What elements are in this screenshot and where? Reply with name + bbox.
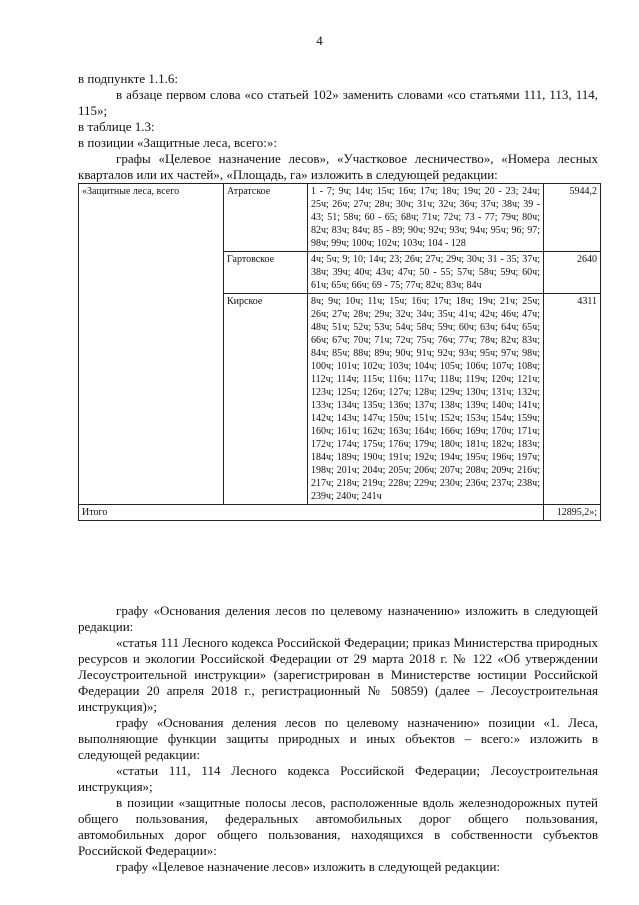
body-para-4: «статьи 111, 114 Лесного кодекса Российской Федерации; Лесоустроительная инструкция»; — [78, 763, 598, 794]
intro-line-4: в позиции «Защитные леса, всего:»: — [78, 135, 277, 150]
table-row — [79, 184, 601, 252]
intro-line-5: графы «Целевое назначение лесов», «Участковое лесничество», «Номера лесных кварталов или их частей», «Площадь, га» изложить в следующей редакции: — [78, 151, 598, 182]
body-para-5: в позиции «защитные полосы лесов, расположенные вдоль железнодорожных путей общего пользования, федеральных автомобильных дорог общего пользования, автомобильных дорог общего пользования, находящихся в собственности субъектов Российской Федерации»: — [78, 795, 598, 858]
district-cell: Атратское — [224, 184, 308, 252]
category-cell: «Защитные леса, всего — [79, 184, 224, 505]
forest-table — [78, 183, 601, 521]
quarters-cell: 1 - 7; 9ч; 14ч; 15ч; 16ч; 17ч; 18ч; 19ч; 20 - 23; 24ч; 25ч; 26ч; 27ч; 28ч; 30ч; 31ч; 32ч; 36ч; 37ч; 38ч; 39 - 43; 51; 58ч; 60 - 65; 68ч; 71ч; 72ч; 73 - 77; 79ч; 80ч; 82ч; 83ч; 84ч; 85 - 89; 90ч; 92ч; 93ч; 94ч; 95ч; 96; 97; 98ч; 99ч; 100ч; 102ч; 103ч; 104 - 128 — [308, 184, 544, 252]
body-para-3: графу «Основания деления лесов по целевому назначению» позиции «1. Леса, выполняющие функции защиты природных и иных объектов – всего:» изложить в следующей редакции: — [78, 715, 598, 762]
intro-line-2: в абзаце первом слова «со статьей 102» заменить словами «со статьями 111, 113, 114, 115»; — [78, 87, 598, 118]
total-label: Итого — [79, 505, 544, 521]
area-cell: 5944,2 — [544, 184, 601, 252]
quarters-cell: 8ч; 9ч; 10ч; 11ч; 15ч; 16ч; 17ч; 18ч; 19ч; 21ч; 25ч; 26ч; 27ч; 28ч; 29ч; 32ч; 34ч; 35ч; 41ч; 42ч; 46ч; 47ч; 48ч; 51ч; 52ч; 53ч; 54ч; 58ч; 59ч; 60ч; 63ч; 64ч; 65ч; 66ч; 67ч; 70ч; 71ч; 72ч; 75ч; 76ч; 77ч; 78ч; 82ч; 83ч; 84ч; 85ч; 88ч; 89ч; 90ч; 91ч; 92ч; 93ч; 95ч; 97ч; 98ч; 100ч; 101ч; 102ч; 103ч; 104ч; 105ч; 106ч; 107ч; 108ч; 112ч; 114ч; 115ч; 116ч; 117ч; 118ч; 119ч; 120ч; 121ч; 123ч; 125ч; 126ч; 127ч; 128ч; 129ч; 130ч; 131ч; 132ч; 133ч; 134ч; 135ч; 136ч; 137ч; 138ч; 139ч; 140ч; 141ч; 142ч; 143ч; 147ч; 150ч; 151ч; 152ч; 153ч; 154ч; 159ч; 160ч; 161ч; 162ч; 163ч; 164ч; 166ч; 169ч; 170ч; 171ч; 172ч; 174ч; 175ч; 176ч; 179ч; 180ч; 181ч; 182ч; 183ч; 184ч; 189ч; 190ч; 191ч; 192ч; 194ч; 195ч; 196ч; 197ч; 198ч; 201ч; 204ч; 205ч; 206ч; 207ч; 208ч; 209ч; 216ч; 217ч; 218ч; 219ч; 228ч; 229ч; 230ч; 236ч; 237ч; 238ч; 239ч; 240ч; 241ч — [308, 294, 544, 505]
body-para-1: графу «Основания деления лесов по целевому назначению» изложить в следующей редакции: — [78, 603, 598, 634]
district-cell: Гартовское — [224, 252, 308, 294]
district-cell: Кирское — [224, 294, 308, 505]
body-para-6: графу «Целевое назначение лесов» изложить в следующей редакции: — [116, 859, 501, 874]
body-para-2: «статья 111 Лесного кодекса Российской Федерации; приказ Министерства природных ресурсов и экологии Российской Федерации от 29 марта 2018 г. № 122 «Об утверждении Лесоустроительной инструкции» (зарегистрирован в Министерстве юстиции Российской Федерации 20 апреля 2018 г., регистрационный № 50859) (далее – Лесоустроительная инструкция)»; — [78, 635, 598, 714]
total-row — [79, 505, 601, 521]
total-value: 12895,2»; — [544, 505, 601, 521]
intro-line-3: в таблице 1.3: — [78, 119, 155, 134]
page-number: 4 — [316, 33, 323, 48]
area-cell: 4311 — [544, 294, 601, 505]
intro-line-1: в подпункте 1.1.6: — [78, 71, 178, 86]
area-cell: 2640 — [544, 252, 601, 294]
quarters-cell: 4ч; 5ч; 9; 10; 14ч; 23; 26ч; 27ч; 29ч; 30ч; 31 - 35; 37ч; 38ч; 39ч; 40ч; 43ч; 47ч; 50 - 55; 57ч; 58ч; 59ч; 60ч; 61ч; 65ч; 66ч; 69 - 75; 77ч; 82ч; 83ч; 84ч — [308, 252, 544, 294]
